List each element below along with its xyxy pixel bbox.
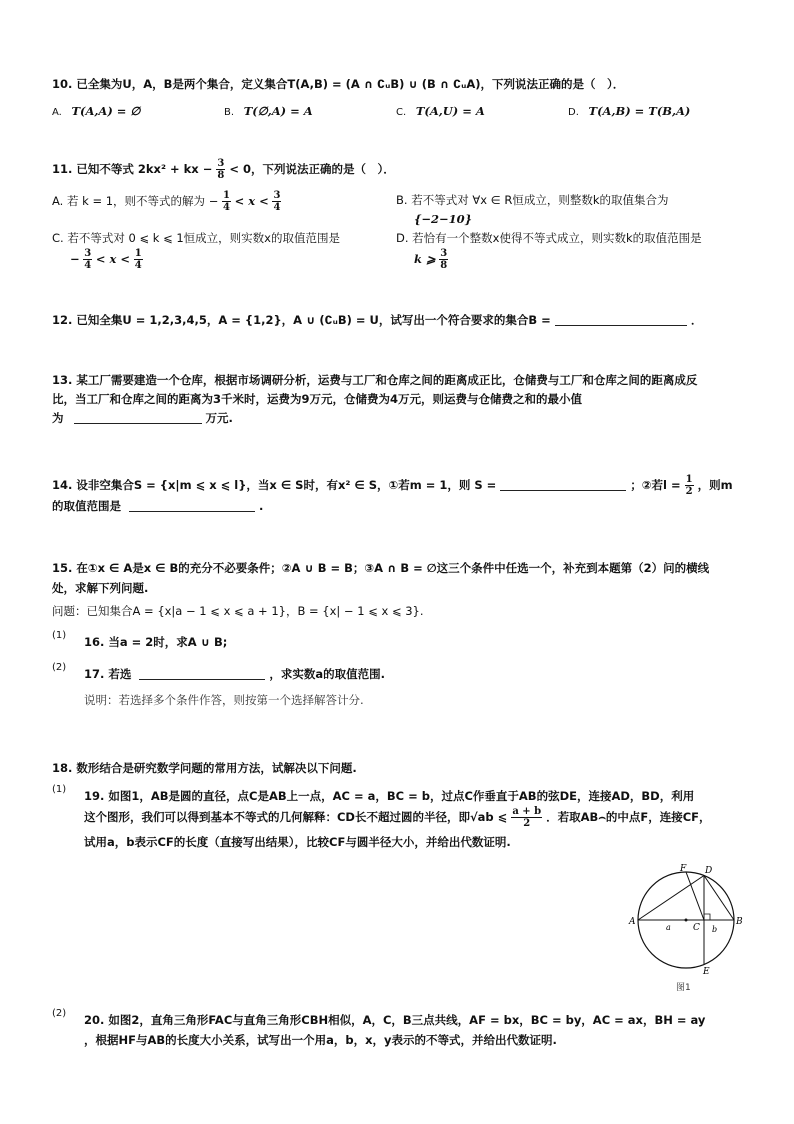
q15-part-2-tag: (2) bbox=[52, 662, 67, 673]
stem-text: 为 bbox=[52, 411, 64, 425]
denominator: 8 bbox=[217, 170, 225, 181]
option-letter: B. bbox=[224, 107, 235, 118]
stem-text: 的取值范围是 bbox=[52, 499, 121, 513]
q10-option-a[interactable] bbox=[52, 104, 140, 118]
option-letter: D. bbox=[568, 107, 579, 118]
q10-option-b[interactable] bbox=[224, 104, 313, 118]
answer-blank[interactable] bbox=[74, 411, 202, 424]
label-d-point: D bbox=[705, 866, 713, 876]
segment-ad bbox=[638, 876, 704, 921]
numerator: 1 bbox=[134, 248, 142, 259]
q18-part-2-line-2: ，根据HF与AB的长度大小关系，试写出一个用a，b，x，y表示的不等式，并给出代数证明. bbox=[84, 1033, 557, 1047]
q15-part-1-tag: (1) bbox=[52, 630, 67, 641]
option-text: T(A,A) = ∅ bbox=[71, 104, 141, 118]
numerator: 3 bbox=[440, 248, 448, 259]
label-segment-b: b bbox=[712, 925, 718, 934]
numerator: 1 bbox=[685, 474, 693, 485]
q13-line-1: 13. 某工厂需要建造一个仓库，根据市场调研分析，运费与工厂和仓库之间的距离成正比，仓储费与工厂和仓库之间的距离成反 bbox=[52, 373, 698, 387]
stem-text: 17. 若选 bbox=[84, 667, 132, 681]
option-text: T(A,B) = T(B,A) bbox=[588, 104, 691, 118]
q11-option-c[interactable] bbox=[52, 230, 340, 271]
stem-text: 11. 已知不等式 2kx² + kx − bbox=[52, 162, 213, 176]
denominator: 2 bbox=[685, 486, 693, 497]
option-text: D. 若恰有一个整数x使得不等式成立，则实数k的取值范围是 bbox=[396, 231, 702, 245]
label-b-point: B bbox=[736, 917, 743, 927]
q11-stem bbox=[52, 158, 395, 181]
q10-option-d[interactable] bbox=[568, 104, 690, 118]
fraction bbox=[511, 806, 542, 829]
q12-stem bbox=[52, 312, 702, 328]
label-f-point: F bbox=[680, 864, 687, 874]
q18-part-1-line-3: 试用a，b表示CF的长度（直接写出结果），比较CF与圆半径大小，并给出代数证明. bbox=[84, 835, 511, 849]
answer-blank[interactable] bbox=[555, 313, 687, 326]
denominator: 4 bbox=[273, 202, 281, 213]
stem-text: ；②若l = bbox=[630, 478, 681, 492]
q15-line-1: 15. 在①x ∈ A是x ∈ B的充分不必要条件；②A ∪ B = B；③A ∩ B = ∅这三个条件中任选一个，补充到本题第（2）问的横线 bbox=[52, 561, 710, 575]
q15-part-2 bbox=[84, 666, 385, 682]
denominator: 8 bbox=[440, 260, 448, 271]
stem-text: ．若取AB⌢的中点F，连接CF， bbox=[546, 810, 711, 824]
answer-blank[interactable] bbox=[500, 478, 626, 491]
stem-text: 14. 设非空集合S = {x|m ⩽ x ⩽ l}，当x ∈ S时，有x² ∈ S，①若m = 1，则 S = bbox=[52, 478, 497, 492]
option-letter: C. bbox=[396, 107, 407, 118]
stem-text: ，则m bbox=[697, 478, 733, 492]
q10-option-c[interactable] bbox=[396, 104, 485, 118]
option-text: − bbox=[70, 252, 80, 266]
q15-part-1: 16. 当a = 2时，求A ∪ B; bbox=[84, 635, 228, 649]
q18-part-1-line-2 bbox=[84, 806, 711, 829]
denominator: 4 bbox=[134, 260, 142, 271]
numerator: 3 bbox=[273, 190, 281, 201]
stem-text: 这个图形，我们可以得到基本不等式的几何解释：CD长不超过圆的半径，即√ab ⩽ bbox=[84, 810, 508, 824]
numerator: a + b bbox=[512, 806, 542, 817]
option-text: A. 若 k = 1，则不等式的解为 − bbox=[52, 194, 219, 208]
numerator: 3 bbox=[217, 158, 225, 169]
option-text: {−2−10} bbox=[414, 212, 473, 226]
option-text: C. 若不等式对 0 ⩽ k ⩽ 1恒成立，则实数x的取值范围是 bbox=[52, 231, 340, 245]
q11-option-d[interactable] bbox=[396, 230, 702, 271]
q13-line-2: 比，当工厂和仓库之间的距离为3千米时，运费为9万元，仓储费为4万元，则运费与仓储费之和的最小值 bbox=[52, 392, 582, 406]
option-text: T(A,U) = A bbox=[415, 104, 485, 118]
numerator: 1 bbox=[223, 190, 230, 201]
q10-stem: 10. 已全集为U，A，B是两个集合，定义集合T(A,B) = (A ∩ ∁ᵤB) ∪ (B ∩ ∁ᵤA)，下列说法正确的是（ ）． bbox=[52, 77, 625, 91]
option-letter: A. bbox=[52, 107, 62, 118]
label-segment-a: a bbox=[666, 923, 671, 932]
denominator: 2 bbox=[523, 818, 531, 829]
stem-text: . bbox=[259, 499, 264, 513]
q11-option-a[interactable] bbox=[52, 190, 281, 213]
figure-1-caption: 图1 bbox=[676, 983, 691, 993]
fraction bbox=[222, 190, 231, 213]
q18-stem: 18. 数形结合是研究数学问题的常用方法，试解决以下问题. bbox=[52, 761, 357, 775]
stem-text: ，求实数a的取值范围. bbox=[269, 667, 386, 681]
answer-blank[interactable] bbox=[129, 499, 255, 512]
option-text: B. 若不等式对 ∀x ∈ R恒成立，则整数k的取值集合为 bbox=[396, 193, 669, 207]
q13-line-3 bbox=[52, 410, 233, 426]
denominator: 4 bbox=[84, 260, 92, 271]
label-c-point: C bbox=[693, 923, 700, 933]
option-text: k ⩾ bbox=[414, 252, 436, 266]
q15-problem: 问题：已知集合A = {x|a − 1 ⩽ x ⩽ a + 1}，B = {x| − 1 ⩽ x ⩽ 3}. bbox=[52, 604, 424, 618]
q14-line-1 bbox=[52, 474, 733, 497]
q14-line-2 bbox=[52, 498, 263, 514]
option-text: < x < bbox=[95, 252, 131, 266]
q18-part-1-tag: (1) bbox=[52, 784, 67, 795]
numerator: 3 bbox=[84, 248, 92, 259]
stem-text: < 0，下列说法正确的是（ ）． bbox=[229, 162, 395, 176]
denominator: 4 bbox=[223, 202, 230, 213]
segment-cf bbox=[686, 872, 704, 920]
q15-line-2: 处，求解下列问题. bbox=[52, 581, 149, 595]
q18-part-2-tag: (2) bbox=[52, 1008, 67, 1019]
fraction bbox=[685, 474, 694, 497]
q11-option-b[interactable] bbox=[396, 192, 669, 226]
fraction bbox=[216, 158, 225, 181]
fraction bbox=[439, 248, 448, 271]
fraction bbox=[272, 190, 281, 213]
q18-part-2-line-1: 20. 如图2，直角三角形FAC与直角三角形CBH相似，A，C，B三点共线，AF = bx，BC = by，AC = ax，BH = ay bbox=[84, 1013, 706, 1027]
segment-bd bbox=[704, 876, 734, 921]
option-text: T(∅,A) = A bbox=[243, 104, 313, 118]
label-e-point: E bbox=[703, 967, 710, 977]
answer-blank[interactable] bbox=[139, 667, 265, 680]
q15-note: 说明：若选择多个条件作答，则按第一个选择解答计分. bbox=[84, 693, 364, 707]
stem-text: 万元. bbox=[205, 411, 233, 425]
figure-1-circle bbox=[626, 862, 746, 992]
fraction bbox=[134, 248, 143, 271]
stem-text: ． bbox=[690, 313, 703, 327]
fraction bbox=[83, 248, 92, 271]
label-a-point: A bbox=[629, 917, 636, 927]
right-angle-mark bbox=[704, 914, 710, 920]
stem-text: 12. 已知全集U = 1,2,3,4,5，A = {1,2}，A ∪ (∁ᵤB) = U，试写出一个符合要求的集合B = bbox=[52, 313, 551, 327]
option-text: < x < bbox=[234, 194, 269, 208]
center-point bbox=[685, 919, 688, 922]
q18-part-1-line-1: 19. 如图1，AB是圆的直径，点C是AB上一点，AC = a，BC = b，过点C作垂直于AB的弦DE，连接AD，BD，利用 bbox=[84, 789, 695, 803]
